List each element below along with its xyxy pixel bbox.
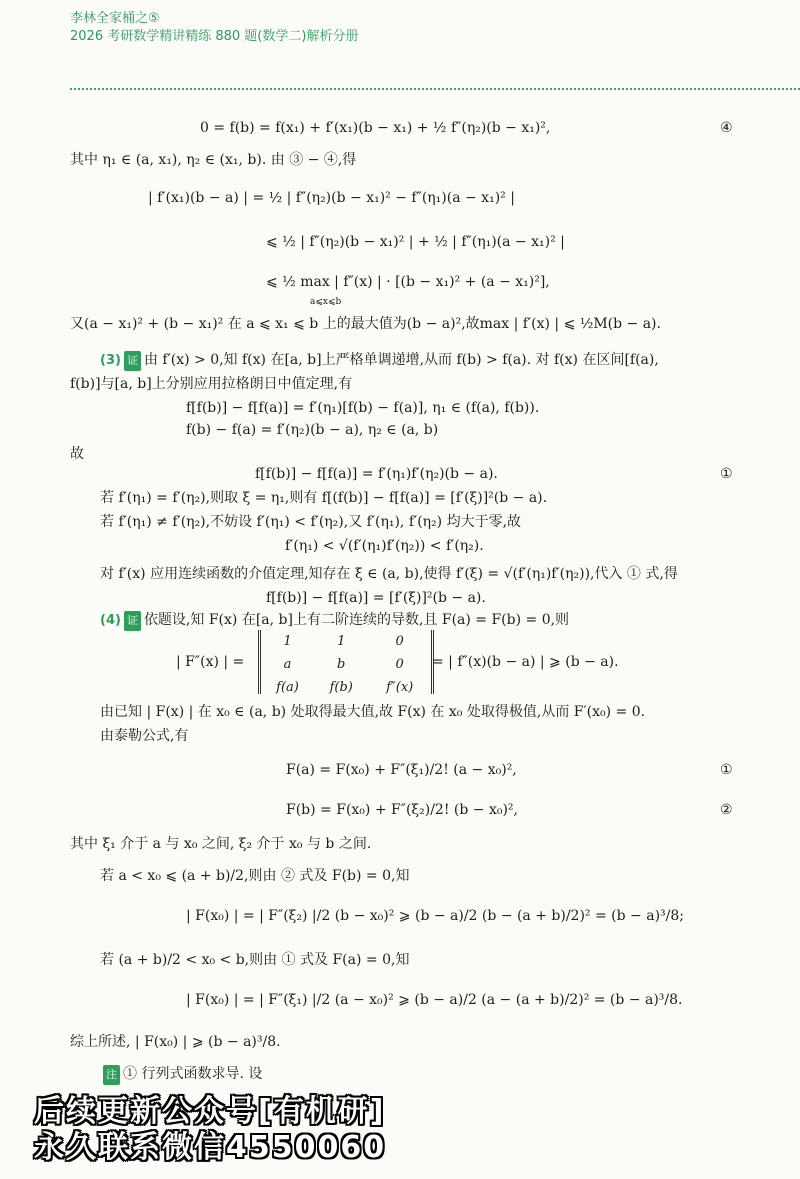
- eq-line-19-left: | F″(x) | =: [176, 654, 245, 670]
- text-line-11: 故: [70, 446, 84, 462]
- max-subscript: a⩽x⩽b: [310, 297, 342, 307]
- text-line-30: ① 行列式函数求导. 设: [123, 1066, 263, 1082]
- eq-number-1a: ①: [720, 466, 733, 482]
- eq-line-3: | f′(x₁)(b − a) | = ½ | f″(η₂)(b − x₁)² − f″(η₁)(a − x₁)² |: [148, 190, 515, 206]
- matrix-cell: f(a): [276, 680, 299, 695]
- matrix-cell: f″(x): [386, 680, 414, 695]
- text-line-2: 其中 η₁ ∈ (a, x₁), η₂ ∈ (x₁, b). 由 ③ − ④,得: [70, 152, 357, 168]
- series-title: 李林全家桶之⑤: [70, 11, 160, 26]
- text-line-18: 依题设,知 F(x) 在[a, b]上有二阶连续的导数,且 F(a) = F(b) = 0,则: [143, 612, 570, 628]
- eq-number-2: ②: [720, 802, 733, 818]
- note-line: [100, 1064, 262, 1085]
- matrix-cell: b: [337, 657, 346, 672]
- text-line-8: f(b)]与[a, b]上分别应用拉格朗日中值定理,有: [70, 376, 353, 392]
- header-divider: [70, 88, 800, 90]
- text-line-7: 由 f′(x) > 0,知 f(x) 在[a, b]上严格单调递增,从而 f(b) > f(a). 对 f(x) 在区间[f(a),: [143, 352, 659, 368]
- matrix-cell: 0: [395, 657, 404, 672]
- matrix-cell: 0: [395, 634, 404, 649]
- eq-line-4: ⩽ ½ | f″(η₂)(b − x₁)² | + ½ | f″(η₁)(a − x₁)² |: [266, 234, 565, 250]
- text-line-13: 若 f′(η₁) = f′(η₂),则取 ξ = η₁,则有 f[(f(b)] − f[f(a)] = [f′(ξ)]²(b − a).: [100, 490, 548, 506]
- part3-tag: (3): [100, 353, 121, 368]
- note-badge: 注: [103, 1065, 120, 1085]
- eq-line-12: f[f(b)] − f[f(a)] = f′(η₁)f′(η₂)(b − a).: [255, 466, 498, 482]
- matrix-cell: a: [283, 657, 292, 672]
- part4-tag: (4): [100, 613, 121, 628]
- eq-line-10: f(b) − f(a) = f′(η₂)(b − a), η₂ ∈ (a, b): [186, 422, 439, 438]
- watermark-line-2: 永久联系微信4550060: [34, 1130, 387, 1165]
- text-line-14: 若 f′(η₁) ≠ f′(η₂),不妨设 f′(η₁) < f′(η₂),又 f′(η₁), f′(η₂) 均大于零,故: [100, 514, 522, 530]
- eq-number-4: ④: [720, 120, 733, 136]
- eq-line-22: F(a) = F(x₀) + F″(ξ₁)/2! (a − x₀)²,: [286, 762, 517, 778]
- matrix-cell: f(b): [329, 680, 353, 695]
- eq-number-1b: ①: [720, 762, 733, 778]
- eq-line-5: ⩽ ½ max | f″(x) | · [(b − x₁)² + (a − x₁)²],: [266, 274, 550, 290]
- text-line-29: 综上所述, | F(x₀) | ⩾ (b − a)³/8.: [70, 1034, 281, 1050]
- eq-line-9: f[f(b)] − f[f(a)] = f′(η₁)[f(b) − f(a)], η₁ ∈ (f(a), f(b)).: [186, 400, 540, 416]
- text-line-21: 由泰勒公式,有: [100, 728, 189, 744]
- book-title: 2026 考研数学精讲精练 880 题(数学二)解析分册: [70, 29, 359, 44]
- eq-line-28: | F(x₀) | = | F″(ξ₁) |/2 (a − x₀)² ⩾ (b − a)/2 (a − (a + b)/2)² = (b − a)³/8.: [186, 992, 683, 1008]
- text-line-25: 若 a < x₀ ⩽ (a + b)/2,则由 ② 式及 F(b) = 0,知: [100, 868, 410, 884]
- text-line-20: 由已知 | F(x) | 在 x₀ ∈ (a, b) 处取得最大值,故 F(x) 在 x₀ 处取得极值,从而 F′(x₀) = 0.: [100, 704, 646, 720]
- watermark-line-1: 后续更新公众号[有机研]: [34, 1094, 386, 1129]
- text-line-27: 若 (a + b)/2 < x₀ < b,则由 ① 式及 F(a) = 0,知: [100, 952, 410, 968]
- proof-badge: 证: [124, 351, 141, 371]
- text-line-24: 其中 ξ₁ 介于 a 与 x₀ 之间, ξ₂ 介于 x₀ 与 b 之间.: [70, 836, 372, 852]
- eq-line-15: f′(η₁) < √(f′(η₁)f′(η₂)) < f′(η₂).: [285, 538, 484, 554]
- determinant-matrix: [258, 630, 434, 694]
- page-header: [70, 10, 770, 46]
- matrix-cell: 1: [283, 634, 292, 649]
- part3-header: [100, 350, 659, 371]
- eq-line-19-right: = | f″(x)(b − a) | ⩾ (b − a).: [432, 654, 619, 670]
- text-line-6: 又(a − x₁)² + (b − x₁)² 在 a ⩽ x₁ ⩽ b 上的最大值为(b − a)²,故max | f′(x) | ⩽ ½M(b − a).: [70, 316, 661, 332]
- proof-badge: 证: [124, 611, 141, 631]
- part4-header: [100, 610, 569, 631]
- eq-line-17: f[f(b)] − f[f(a)] = [f′(ξ)]²(b − a).: [266, 590, 486, 606]
- text-line-16: 对 f′(x) 应用连续函数的介值定理,知存在 ξ ∈ (a, b),使得 f′(ξ) = √(f′(η₁)f′(η₂)),代入 ① 式,得: [100, 566, 678, 582]
- eq-line-26: | F(x₀) | = | F″(ξ₂) |/2 (b − x₀)² ⩾ (b − a)/2 (b − (a + b)/2)² = (b − a)³/8;: [186, 908, 684, 924]
- eq-line-1: 0 = f(b) = f(x₁) + f′(x₁)(b − x₁) + ½ f″(η₂)(b − x₁)²,: [200, 120, 551, 136]
- eq-line-23: F(b) = F(x₀) + F″(ξ₂)/2! (b − x₀)²,: [286, 802, 518, 818]
- matrix-cell: 1: [337, 634, 346, 649]
